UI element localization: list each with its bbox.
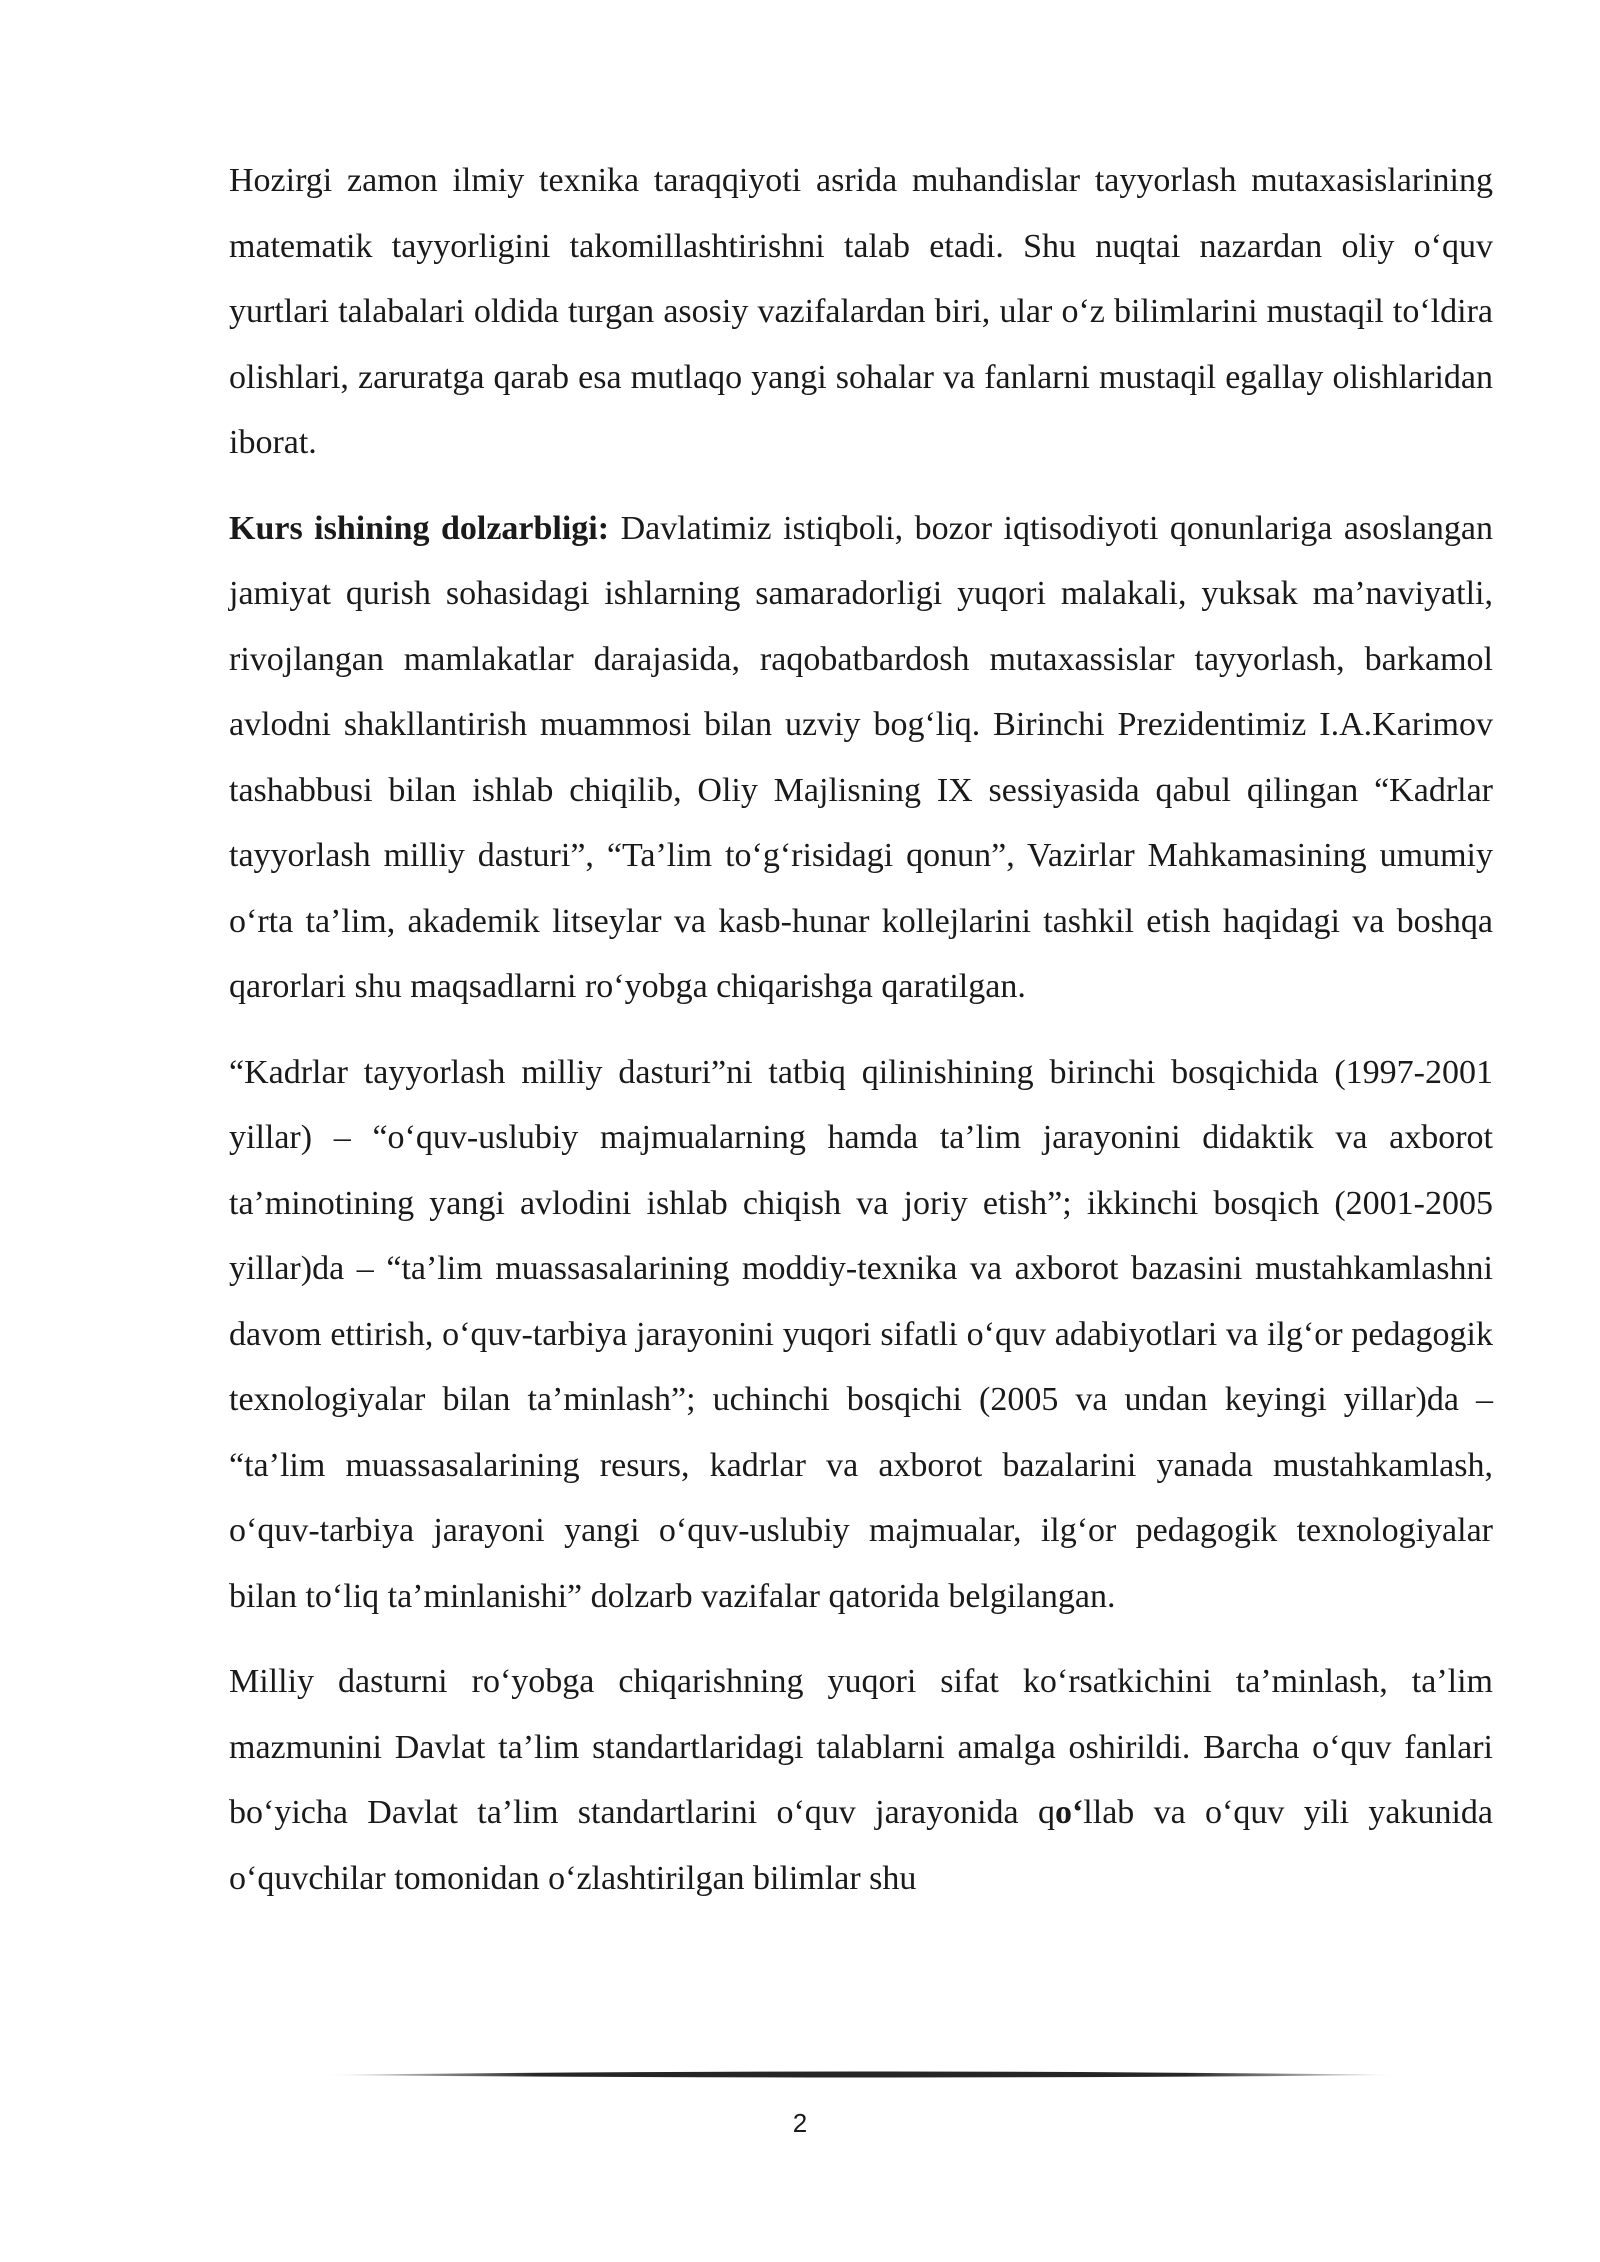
paragraph-national-program — [229, 1649, 1493, 1911]
relevance-body: Davlatimiz istiqboli, bozor iqtisodiyoti qonunlariga asoslangan jamiyat qurish sohasidagi ishlarning samaradorligi yuqori malakali, yuksak ma’naviyatli, rivojlangan mamlakatlar darajasida, raqobatbardosh mutaxassislar tayyorlash, barkamol avlodni shakllantirish muammosi bilan uzviy bog‘liq. Birinchi Prezidentimiz I.A.Karimov tashabbusi bilan ishlab chiqilib, Oliy Majlisning IX sessiyasida qabul qilingan “Kadrlar tayyorlash milliy dasturi”, “Ta’lim to‘g‘risidagi qonun”, Vazirlar Mahkamasining umumiy o‘rta ta’lim, akademik litseylar va kasb-hunar kollejlarini tashkil etish haqidagi va boshqa qarorlari shu maqsadlarni ro‘yobga chiqarishga qaratilgan. — [229, 509, 1494, 1005]
footer-divider — [322, 2068, 1402, 2082]
document-body — [229, 148, 1493, 1931]
relevance-heading: Kurs ishining dolzarbligi: — [229, 509, 610, 547]
page-number: 2 — [792, 2108, 808, 2138]
national-program-text-start: Milliy dasturni ro‘yobga chiqarishning yuqori sifat ko‘rsatkichini ta’minlash, ta’lim mazmunini Davlat ta’lim standartlaridagi talablarni amalga oshirildi. Barcha o‘quv fanlari bo‘yicha Davlat ta’lim standartlarini o‘quv jarayonida q — [229, 1663, 1493, 1831]
paragraph-relevance — [229, 496, 1493, 1020]
paragraph-intro: Hozirgi zamon ilmiy texnika taraqqiyoti asrida muhandislar tayyorlash mutaxasislarining matematik tayyorligini takomillashtirishni talab etadi. Shu nuqtai nazardan oliy o‘quv yurtlari talabalari oldida turgan asosiy vazifalardan biri, ular o‘z bilimlarini mustaqil to‘ldira olishlari, zaruratga qarab esa mutlaqo yangi sohalar va fanlarni mustaqil egallay olishlaridan iborat. — [229, 162, 1493, 461]
national-program-text-end: llab va o‘quv yili yakunida o‘quvchilar tomonidan o‘zlashtirilgan bilimlar shu — [229, 1794, 1493, 1897]
paragraph-program-stages: “Kadrlar tayyorlash milliy dasturi”ni tatbiq qilinishining birinchi bosqichida (1997-2001 yillar) – “o‘quv-uslubiy majmualarning hamda ta’lim jarayonini didaktik va axborot ta’minotining yangi avlodini ishlab chiqish va joriy etish”; ikkinchi bosqich (2001-2005 yillar)da – “ta’lim muassasalarining moddiy-texnika va axborot bazasini mustahkamlashni davom ettirish, o‘quv-tarbiya jarayonini yuqori sifatli o‘quv adabiyotlari va ilg‘or pedagogik texnologiyalar bilan ta’minlash”; uchinchi bosqichi (2005 va undan keyingi yillar)da – “ta’lim muassasalarining resurs, kadrlar va axborot bazalarini yanada mustahkamlash, o‘quv-tarbiya jarayoni yangi o‘quv-uslubiy majmualar, ilg‘or pedagogik texnologiyalar bilan to‘liq ta’minlanishi” dolzarb vazifalar qatorida belgilangan. — [229, 1053, 1493, 1615]
national-program-bold-fragment: o‘ — [1054, 1794, 1084, 1831]
